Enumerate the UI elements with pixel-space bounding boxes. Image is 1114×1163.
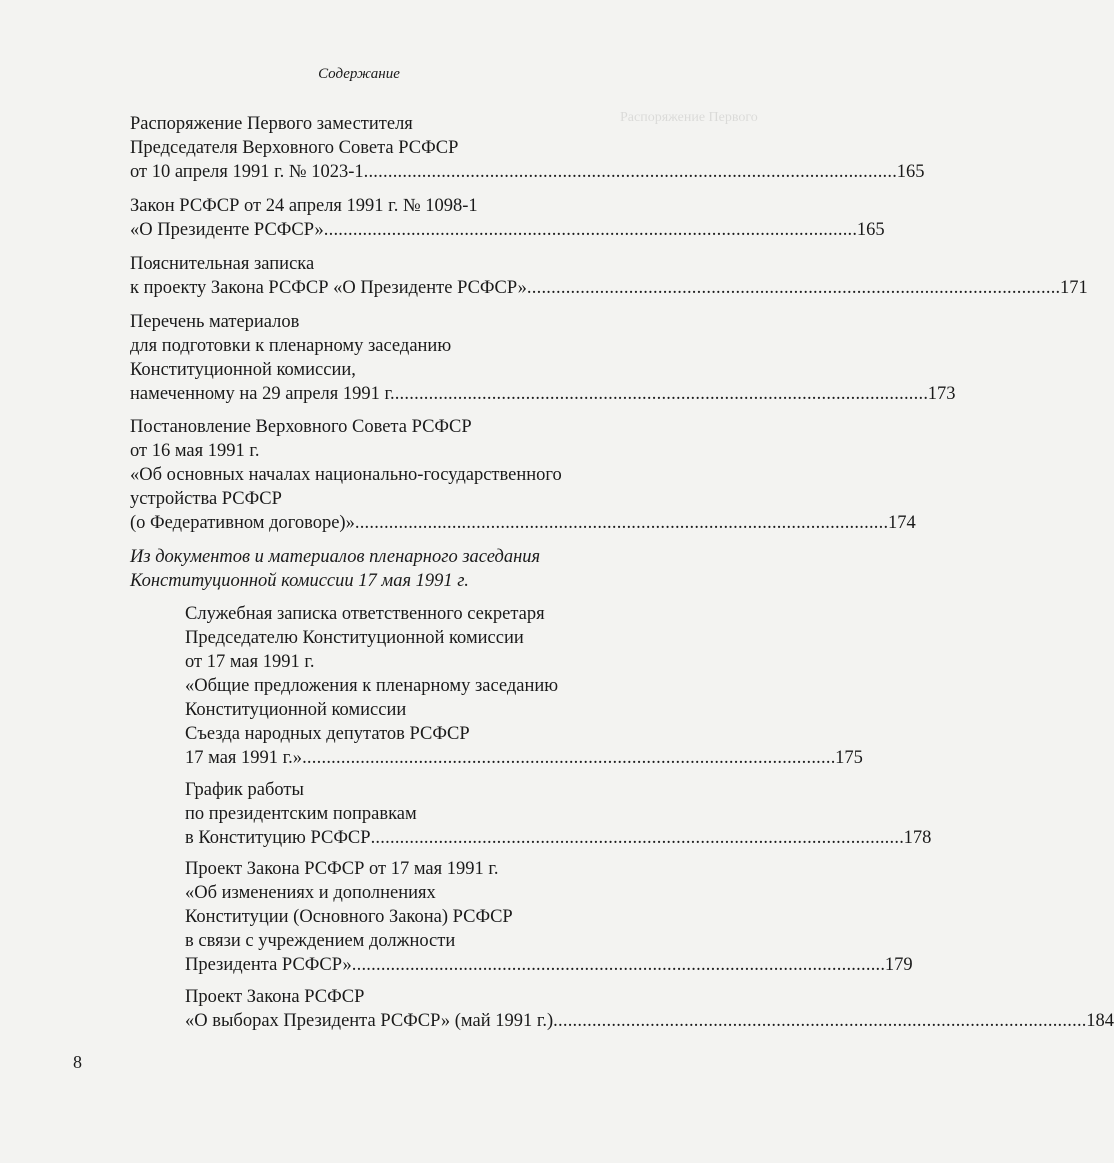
toc-entry-line: 17 мая 1991 г.» — [185, 748, 303, 768]
toc-entry-line: Служебная записка ответственного секретаря — [185, 604, 545, 624]
section-heading-line: Конституционной комиссии 17 мая 1991 г. — [130, 571, 469, 591]
toc-page-number: 174 — [887, 513, 916, 533]
toc-entry-line: (о Федеративном договоре)» — [130, 513, 355, 533]
dot-leader — [527, 276, 1058, 300]
toc-entry-line: Съезда народных депутатов РСФСР — [185, 724, 470, 744]
show-through: Распоряжение Первого — [620, 110, 758, 125]
toc-entry-leader-line — [185, 826, 932, 850]
toc-entry-line: намеченному на 29 апреля 1991 г. — [130, 384, 395, 404]
toc-entry-line: от 10 апреля 1991 г. № 1023-1 — [130, 162, 364, 182]
toc-page-number: 178 — [903, 828, 932, 848]
dot-leader — [364, 160, 895, 184]
toc-entry-line: для подготовки к пленарному заседанию — [130, 336, 452, 356]
dot-leader — [553, 1009, 1084, 1033]
toc-entry-line: Председателя Верховного Совета РСФСР — [130, 138, 459, 158]
dot-leader — [302, 746, 833, 770]
toc-entry-line: Президента РСФСР» — [185, 955, 352, 975]
toc-page-number: 173 — [927, 384, 956, 404]
toc-entry-leader-line — [130, 511, 916, 535]
toc-entry-line: в Конституцию РСФСР — [185, 828, 371, 848]
toc-entry-line: Постановление Верховного Совета РСФСР — [130, 417, 472, 437]
toc-entry-line: Перечень материалов — [130, 312, 300, 332]
toc-entry-line: Распоряжение Первого заместителя — [130, 114, 413, 134]
toc-entry — [130, 194, 885, 242]
toc-page-number: 175 — [835, 748, 863, 768]
dot-leader — [371, 826, 902, 850]
toc-entry — [130, 310, 956, 406]
toc-entry-line: График работы — [185, 780, 304, 800]
toc-entry-leader-line — [185, 953, 913, 977]
toc-page-number: 179 — [884, 955, 913, 975]
toc-entry — [130, 112, 925, 184]
toc-entry-line: Проект Закона РСФСР — [185, 987, 365, 1007]
toc-entry-line: «Об основных началах национально-государственного — [130, 465, 562, 485]
page-number: 8 — [73, 1052, 82, 1072]
dot-leader — [395, 382, 926, 406]
page-title: Содержание — [318, 66, 400, 82]
toc-page-number: 165 — [856, 220, 885, 240]
toc-entry-line: устройства РСФСР — [130, 489, 282, 509]
section-heading-line: Из документов и материалов пленарного заседания — [130, 547, 541, 567]
dot-leader — [324, 218, 855, 242]
toc-entry-line: к проекту Закона РСФСР «О Президенте РСФСР» — [130, 278, 527, 298]
toc-entry-line: Пояснительная записка — [130, 254, 315, 274]
toc-entry-leader-line — [130, 160, 925, 184]
toc-entry-line: «О выборах Президента РСФСР» (май 1991 г.) — [185, 1011, 554, 1031]
toc-page-number: 165 — [896, 162, 925, 182]
toc-entry-line: «Общие предложения к пленарному заседанию — [185, 676, 559, 696]
toc-entry-line: Конституции (Основного Закона) РСФСР — [185, 907, 513, 927]
dot-leader — [355, 511, 886, 535]
toc-subentry — [185, 602, 863, 770]
toc-entry-leader-line — [185, 746, 863, 770]
toc-page-number: 184 — [1086, 1011, 1114, 1031]
toc-entry-line: «Об изменениях и дополнениях — [185, 883, 436, 903]
toc-entry-line: Проект Закона РСФСР от 17 мая 1991 г. — [185, 859, 499, 879]
toc-entry-line: по президентским поправкам — [185, 804, 417, 824]
toc-entry-leader-line — [130, 276, 1088, 300]
toc-entry-line: от 17 мая 1991 г. — [185, 652, 315, 672]
toc-entry — [130, 252, 1088, 300]
toc-subentry — [185, 857, 913, 977]
dot-leader — [352, 953, 883, 977]
toc-entry-leader-line — [130, 382, 956, 406]
section-heading — [130, 545, 692, 593]
toc-entry-line: Конституционной комиссии — [185, 700, 407, 720]
toc-page-number: 171 — [1059, 278, 1088, 298]
toc-entry-line: Закон РСФСР от 24 апреля 1991 г. № 1098-1 — [130, 196, 478, 216]
toc-entry-line: от 16 мая 1991 г. — [130, 441, 260, 461]
toc-entry-leader-line — [185, 1009, 1114, 1033]
toc-subentry — [185, 985, 1114, 1033]
toc-entry-line: «О Президенте РСФСР» — [130, 220, 324, 240]
toc-subentry — [185, 778, 932, 850]
toc-entry — [130, 415, 916, 535]
toc-entry-line: Председателю Конституционной комиссии — [185, 628, 524, 648]
toc-entry-line: Конституционной комиссии, — [130, 360, 356, 380]
toc-entry-line: в связи с учреждением должности — [185, 931, 456, 951]
toc-entry-leader-line — [130, 218, 885, 242]
